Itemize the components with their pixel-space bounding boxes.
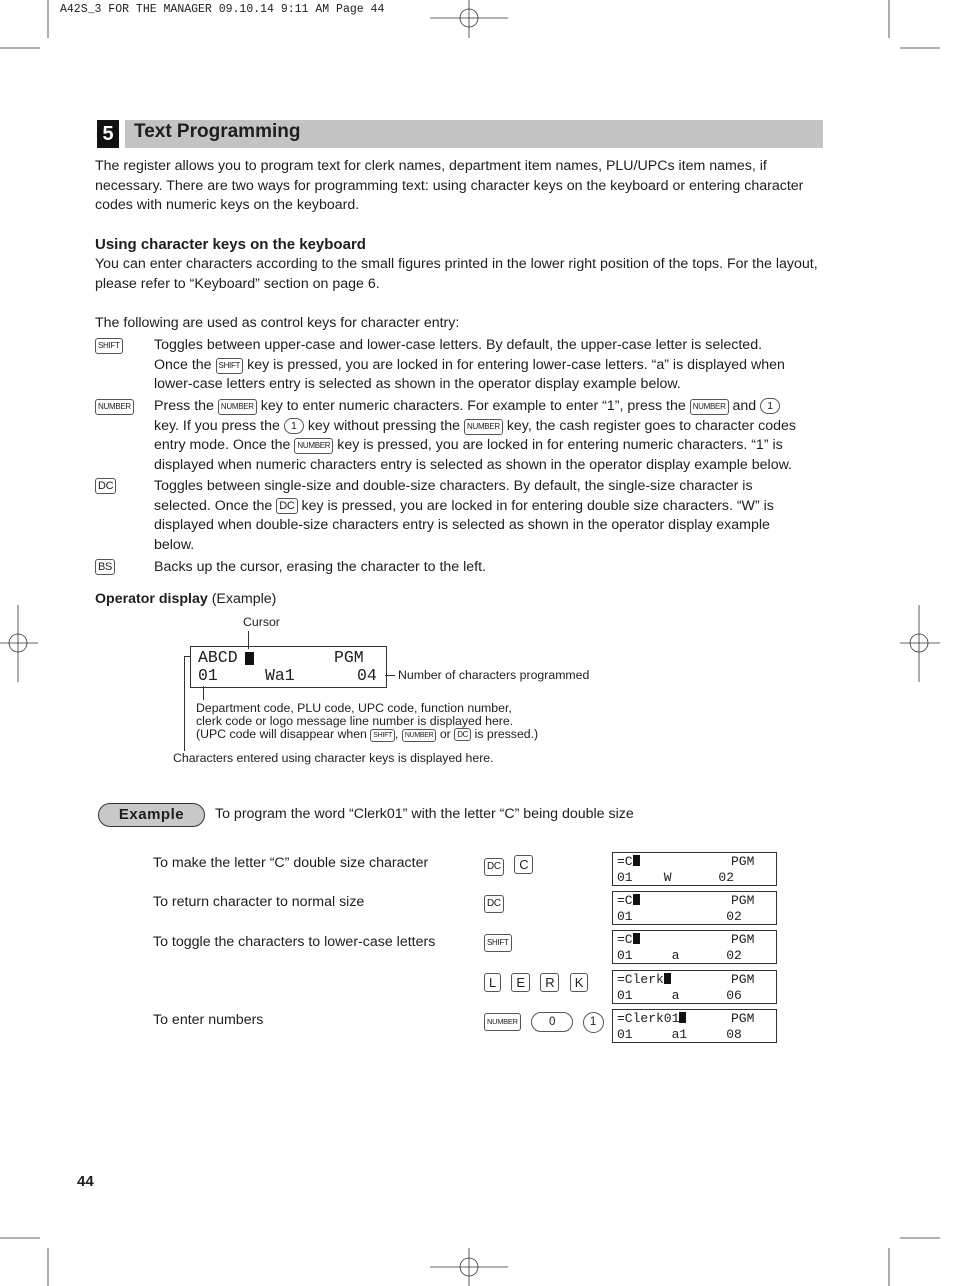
subheading: Using character keys on the keyboard	[95, 236, 366, 253]
section-number: 5	[97, 120, 119, 148]
step-display-2: =C PGM 01 02	[612, 891, 777, 925]
bs-key: BS	[95, 558, 115, 576]
page-number: 44	[77, 1173, 94, 1190]
dc-key: DC	[95, 477, 116, 495]
number-description: Press the NUMBER key to enter numeric characters. For example to enter “1”, press the NUMBER and 1 key. If you press the 1 key without pressing the NUMBER key, the cash register goes to character codes entry mode. Once the NUMBER key is pressed, you are locked in for entering numeric characters. “1” is displayed when numeric characters entry is selected as shown in the operator display example below.	[154, 398, 796, 473]
dept-note: Department code, PLU code, UPC code, function number, clerk code or logo message line number is displayed here. (UPC code will disappear when SHIFT , NUMBER or DC is pressed.)	[196, 701, 539, 741]
step-label-1: To make the letter “C” double size character	[153, 855, 429, 871]
section-title-bar	[125, 120, 823, 148]
number-key: NUMBER	[95, 397, 134, 415]
intro-paragraph: The register allows you to program text for clerk names, department item names, PLU/UPCs item names, if necessary. There are two ways for programming text: using character keys on the keyboard or entering character codes with numeric keys on the keyboard.	[95, 158, 804, 214]
step-keys-1: DC C	[484, 855, 533, 876]
operator-display-label: Operator display (Example)	[95, 591, 277, 607]
step-display-3: =C PGM 01 a 02	[612, 930, 777, 964]
cursor-label: Cursor	[243, 615, 280, 629]
shift-key-inline: SHIFT	[216, 358, 244, 374]
dc-description: Toggles between single-size and double-size characters. By default, the single-size character is selected. Once the DC key is pressed, you are locked in for entering double size characters. “W” is displayed when double-size characters entry is selected as shown in the operator display example below.	[154, 478, 774, 553]
para-control-keys: The following are used as control keys for character entry:	[95, 315, 460, 331]
step-display-4: =Clerk PGM 01 a 06	[612, 970, 777, 1004]
print-header: A42S_3 FOR THE MANAGER 09.10.14 9:11 AM Page 44	[60, 3, 385, 16]
shift-description: Toggles between upper-case and lower-case letters. By default, the upper-case letter is selected. Once the SHIFT key is pressed, you are locked in for entering lower-case letters. “a” is displayed when lower-case letters entry is selected as shown in the operator display example below.	[154, 337, 785, 393]
step-label-2: To return character to normal size	[153, 894, 365, 910]
cursor-block	[245, 652, 254, 665]
example-badge: Example	[98, 803, 205, 827]
step-display-5: =Clerk01 PGM 01 a1 08	[612, 1009, 777, 1043]
operator-display-example: ABCD PGM 01 Wa1 04	[190, 646, 387, 688]
para-keyboard: You can enter characters according to the small figures printed in the lower right position of the tops. For the layout, please refer to “Keyboard” section on page 6.	[95, 256, 818, 292]
section-title: Text Programming	[134, 121, 301, 142]
example-description: To program the word “Clerk01” with the letter “C” being double size	[215, 806, 634, 822]
step-label-3: To toggle the characters to lower-case letters	[153, 934, 436, 950]
step-keys-5: NUMBER 0 1	[484, 1012, 604, 1033]
step-label-5: To enter numbers	[153, 1012, 264, 1028]
bs-description: Backs up the cursor, erasing the character to the left.	[154, 559, 487, 575]
one-key: 1	[760, 398, 780, 414]
step-keys-2: DC	[484, 894, 504, 913]
step-keys-4: L E R K	[484, 973, 588, 993]
chars-note: Characters entered using character keys is displayed here.	[173, 751, 494, 765]
count-label: Number of characters programmed	[398, 668, 590, 682]
shift-key: SHIFT	[95, 336, 123, 354]
step-display-1: =C PGM 01 W 02	[612, 852, 777, 886]
step-keys-3: SHIFT	[484, 933, 512, 952]
